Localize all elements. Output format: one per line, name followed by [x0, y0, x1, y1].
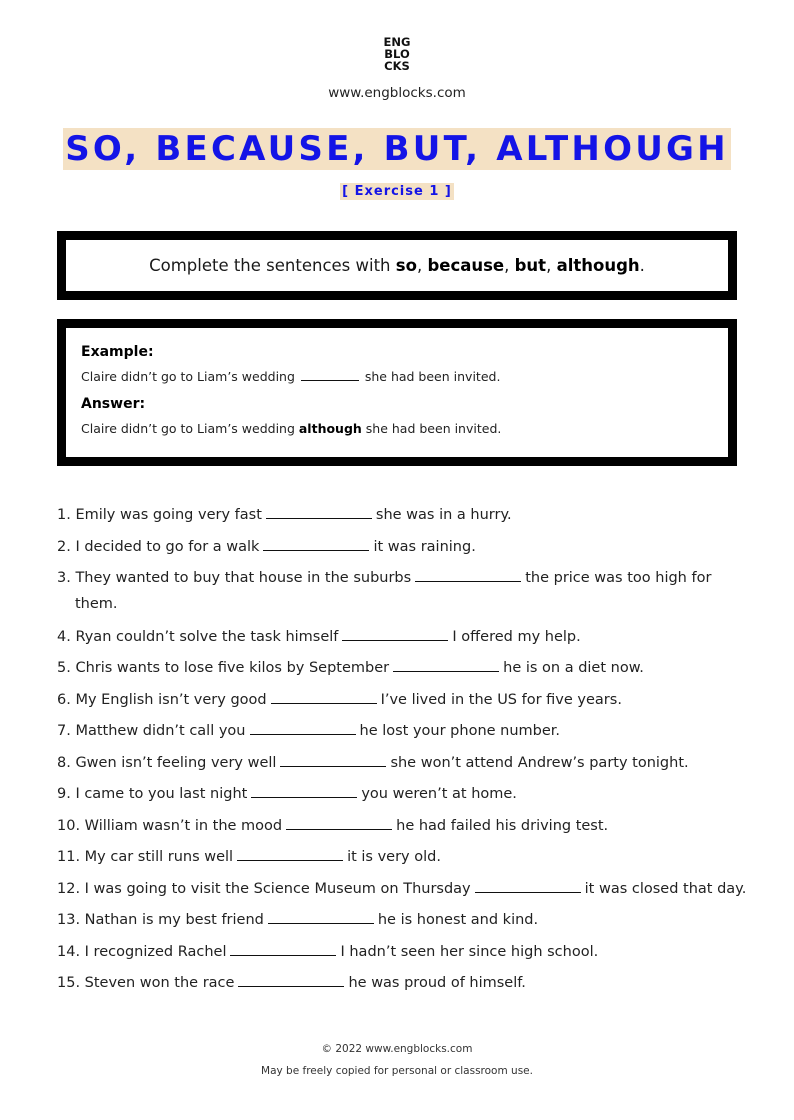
worksheet-title: SO, BECAUSE, BUT, ALTHOUGH: [65, 129, 729, 169]
question-item: [57, 623, 581, 650]
question-item: [57, 501, 512, 528]
question-item: [57, 969, 526, 996]
question-text: 4. Ryan couldn’t solve the task himself: [57, 629, 339, 645]
answer-blank[interactable]: [280, 749, 386, 767]
site-url: www.engblocks.com: [328, 85, 466, 101]
keyword-because: because: [427, 256, 505, 275]
engblocks-logo: [0, 36, 794, 72]
question-text: 15. Steven won the race: [57, 975, 235, 991]
keyword-although: although: [556, 256, 640, 275]
question-text-end: the price was too high for: [525, 570, 712, 586]
question-text-end: he is honest and kind.: [377, 912, 539, 928]
question-text-end: you weren’t at home.: [361, 786, 517, 802]
question-item: [57, 654, 644, 681]
answer-blank[interactable]: [238, 969, 344, 987]
question-item: [57, 749, 689, 776]
answer-blank[interactable]: [415, 564, 521, 582]
question-text-end: he had failed his driving test.: [396, 818, 609, 834]
question-text-end: she won’t attend Andrew’s party tonight.: [390, 755, 689, 771]
answer-blank[interactable]: [250, 717, 356, 735]
question-text: 7. Matthew didn’t call you: [57, 723, 246, 739]
answer-blank[interactable]: [342, 623, 448, 641]
question-text-end: I’ve lived in the US for five years.: [380, 692, 622, 708]
question-text-end: he lost your phone number.: [359, 723, 561, 739]
question-text: 10. William wasn’t in the mood: [57, 818, 283, 834]
example-sentence: Claire didn’t go to Liam’s wedding she had been invited.: [81, 369, 501, 384]
question-item: [57, 564, 711, 591]
question-item: [57, 906, 538, 933]
question-text-end: she was in a hurry.: [375, 507, 512, 523]
question-item: [57, 686, 622, 713]
answer-blank[interactable]: [251, 780, 357, 798]
exercise-label: [ Exercise 1 ]: [342, 184, 452, 199]
question-item: [57, 533, 476, 560]
example-heading: Example:: [81, 344, 154, 360]
answer-heading: Answer:: [81, 396, 146, 412]
logo-line: CKS: [384, 59, 410, 73]
question-item: [57, 780, 517, 807]
question-continuation: them.: [75, 596, 118, 612]
answer-blank[interactable]: [237, 843, 343, 861]
answer-blank[interactable]: [271, 686, 377, 704]
answer-blank[interactable]: [263, 533, 369, 551]
question-text: 14. I recognized Rachel: [57, 944, 227, 960]
question-text-end: it is very old.: [347, 849, 441, 865]
instruction-box: [57, 231, 737, 300]
answer-blank[interactable]: [230, 938, 336, 956]
instruction-text: Complete the sentences with so, because, but, although.: [149, 256, 645, 275]
answer-blank[interactable]: [393, 654, 499, 672]
answer-blank[interactable]: [268, 906, 374, 924]
question-text-end: I hadn’t seen her since high school.: [340, 944, 599, 960]
answer-blank[interactable]: [266, 501, 372, 519]
footer-copyright: © 2022 www.engblocks.com: [321, 1043, 473, 1055]
logo-line: BLO: [384, 47, 410, 61]
question-text-end: he was proud of himself.: [348, 975, 526, 991]
question-text: 5. Chris wants to lose five kilos by September: [57, 660, 390, 676]
answer-sentence: Claire didn’t go to Liam’s wedding although she had been invited.: [81, 421, 502, 436]
example-box: [57, 319, 737, 466]
question-text: 13. Nathan is my best friend: [57, 912, 264, 928]
answer-blank[interactable]: [475, 875, 581, 893]
question-text: 11. My car still runs well: [57, 849, 234, 865]
question-item: [57, 875, 746, 902]
logo-line: ENG: [383, 35, 411, 49]
question-text-end: I offered my help.: [452, 629, 581, 645]
question-text: 2. I decided to go for a walk: [57, 539, 260, 555]
question-text: 12. I was going to visit the Science Museum on Thursday: [57, 881, 471, 897]
question-text-end: he is on a diet now.: [503, 660, 644, 676]
question-text-end: it was raining.: [373, 539, 476, 555]
question-text: 6. My English isn’t very good: [57, 692, 267, 708]
answer-word: although: [298, 421, 362, 436]
question-text: 8. Gwen isn’t feeling very well: [57, 755, 277, 771]
question-text-end: it was closed that day.: [584, 881, 747, 897]
keyword-so: so: [395, 256, 417, 275]
question-text: 3. They wanted to buy that house in the suburbs: [57, 570, 412, 586]
keyword-but: but: [514, 256, 547, 275]
footer-note: May be freely copied for personal or classroom use.: [261, 1065, 533, 1077]
question-text: 9. I came to you last night: [57, 786, 248, 802]
example-blank: [301, 367, 359, 381]
question-item: [57, 717, 560, 744]
answer-blank[interactable]: [286, 812, 392, 830]
question-item: [57, 843, 441, 870]
question-item: [57, 938, 598, 965]
question-item: [57, 812, 608, 839]
question-text: 1. Emily was going very fast: [57, 507, 262, 523]
